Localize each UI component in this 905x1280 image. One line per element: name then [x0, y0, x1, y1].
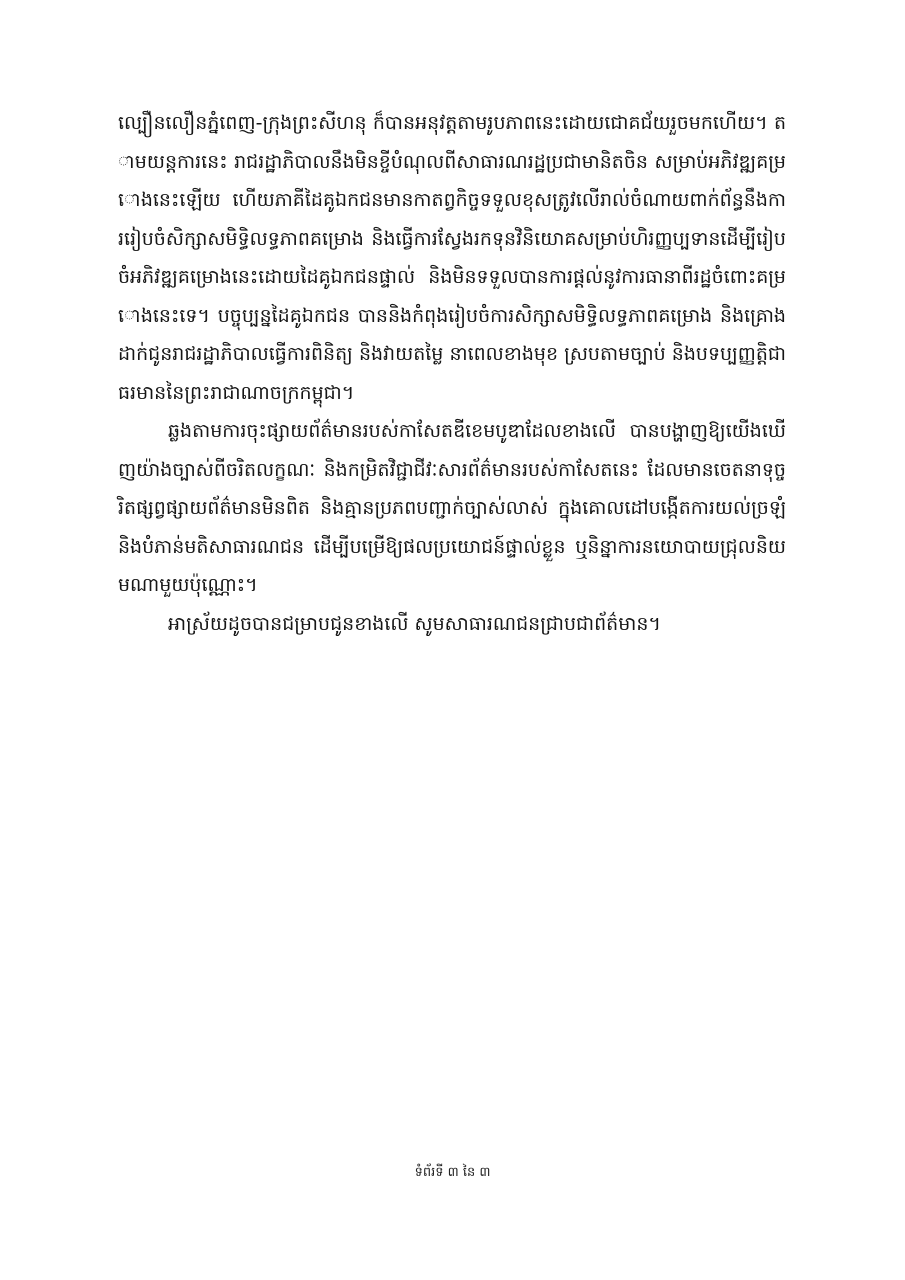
- page-number-footer: ទំព័រទី ៣ នៃ ៣: [414, 1165, 491, 1180]
- paragraph-commentary: ឆ្លងតាមការចុះផ្សាយព័ត៌មានរបស់កាសែតឌីខេមបូឌាដែលខាងលើ បានបង្ហាញឱ្យយើងឃើញយ៉ាងច្បាស់ពីចរិតលក្ខណៈ និងកម្រិតវិជ្ជាជីវៈសារព័ត៌មានរបស់កាសែតនេះ ដែលមានចេតនាទុច្ចរិតផ្សព្វផ្សាយព័ត៌មានមិនពិត និងគ្មានប្រភពបញ្ជាក់ច្បាស់លាស់ ក្នុងគោលដៅបង្កើតការយល់ច្រឡំ និងបំភាន់មតិសាធារណជន ដើម្បីបម្រើឱ្យផលប្រយោជន៍ផ្ទាល់ខ្លួន ឬនិន្នាការនយោបាយជ្រុលនិយមណាមួយប៉ុណ្ណោះ។: [118, 420, 786, 596]
- paragraph-continuation: ល្បឿនលឿនភ្នំពេញ-ក្រុងព្រះសីហនុ ក៏បានអនុវត្តតាមរូបភាពនេះដោយជោគជ័យរួចមកហើយ។ តាមយន្តការនេះ រាជរដ្ឋាភិបាលនឹងមិនខ្ចីបំណុលពីសាធារណរដ្ឋប្រជាមានិតចិន សម្រាប់អភិវឌ្ឍគម្រោងនេះឡើយ ហើយភាគីដៃគូឯកជនមានកាតព្វកិច្ចទទួលខុសត្រូវលើរាល់ចំណាយពាក់ព័ន្ធនឹងការរៀបចំសិក្សាសមិទ្ធិលទ្ធភាពគម្រោង និងធ្វើការស្វែងរកទុនវិនិយោគសម្រាប់ហិរញ្ញប្បទានដើម្បីរៀបចំអភិវឌ្ឍគម្រោងនេះដោយដៃគូឯកជនផ្ទាល់ និងមិនទទួលបានការផ្ដល់នូវការធានាពីរដ្ឋចំពោះគម្រោងនេះទេ។ បច្ចុប្បន្នដៃគូឯកជន បាននិងកំពុងរៀបចំការសិក្សាសមិទ្ធិលទ្ធភាពគម្រោង និងគ្រោងដាក់ជូនរាជរដ្ឋាភិបាលធ្វើការពិនិត្យ និងវាយតម្លៃ នាពេលខាងមុខ ស្របតាមច្បាប់ និងបទប្បញ្ញត្តិជាធរមាននៃព្រះរាជាណាចក្រកម្ពុជា។: [118, 112, 786, 404]
- paragraph-closing: អាស្រ័យដូចបានជម្រាបជូនខាងលើ សូមសាធារណជនជ្រាបជាព័ត៌មាន។: [168, 612, 661, 635]
- document-body: [118, 104, 786, 643]
